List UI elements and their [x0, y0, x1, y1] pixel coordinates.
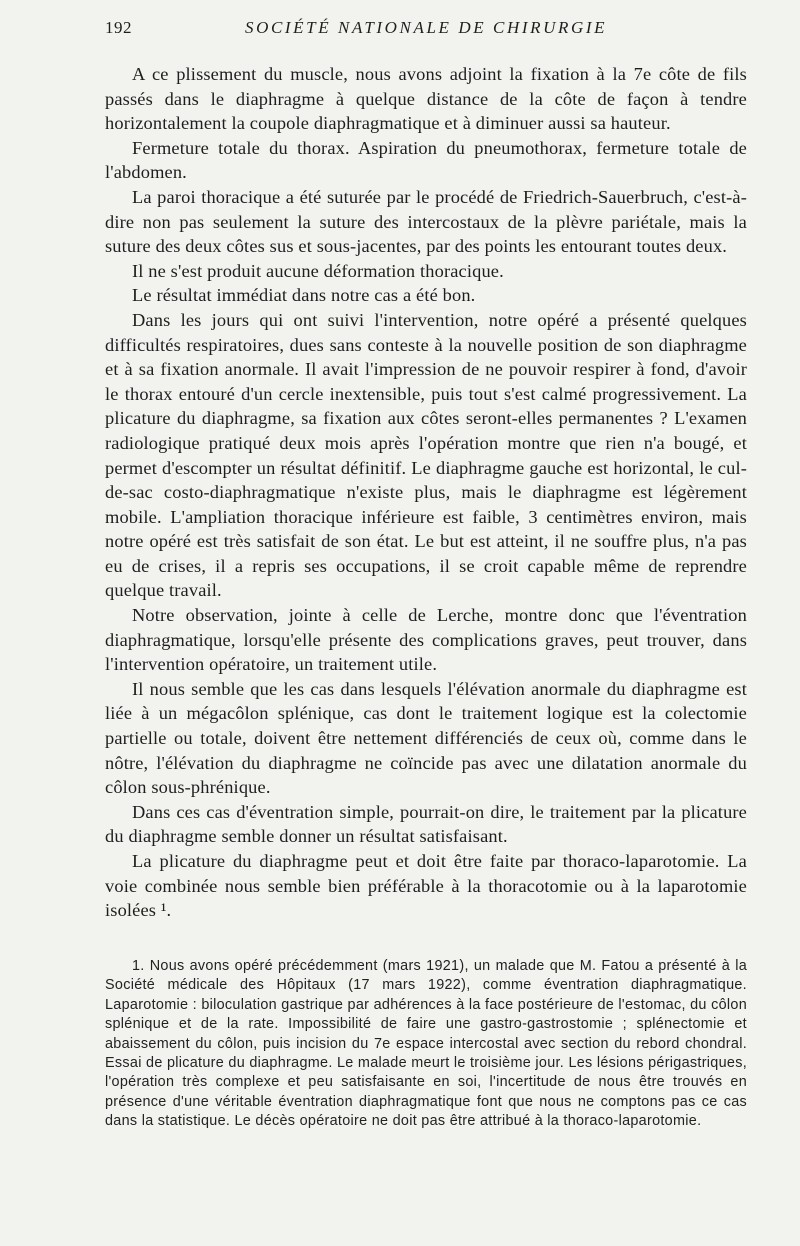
page-number: 192: [105, 18, 132, 37]
paragraph: La plicature du diaphragme peut et doit être faite par thoraco-laparotomie. La voie combinée nous semble bien préférable à la thoracotomie ou à la laparotomie isolées ¹.: [105, 851, 747, 921]
paragraph: Fermeture totale du thorax. Aspiration du pneumothorax, fermeture totale de l'abdomen.: [105, 137, 747, 183]
footnote: [105, 957, 747, 1132]
page-header: [105, 18, 745, 44]
paragraph: Il ne s'est produit aucune déformation thoracique.: [132, 260, 504, 281]
paragraph: Notre observation, jointe à celle de Lerche, montre donc que l'éventration diaphragmatique, lorsqu'elle présente des complications graves, peut trouver, dans l'intervention opératoire, un traitement utile.: [105, 605, 747, 675]
paragraph: A ce plissement du muscle, nous avons adjoint la fixation à la 7e côte de fils passés dans le diaphragme à quelque distance de la côte de façon à tendre horizontalement la coupole diaphragmatique et à diminuer aussi sa hauteur.: [105, 64, 747, 134]
body-text: [105, 62, 747, 923]
paragraph: Dans les jours qui ont suivi l'intervention, notre opéré a présenté quelques difficultés respiratoires, dues sans conteste à la nouvelle position de son diaphragme et à sa fixation anormale. Il avait l'impression de ne pouvoir respirer à fond, d'avoir le thorax entouré d'un cercle inextensible, puis tout s'est calmé progressivement. La plicature du diaphragme, sa fixation aux côtes seront-elles permanentes ? L'examen radiologique pratiqué deux mois après l'opération montre que rien n'a bougé, et permet d'escompter un résultat définitif. Le diaphragme gauche est horizontal, le cul-de-sac costo-diaphragmatique n'existe plus, mais le diaphragme est légèrement mobile. L'ampliation thoracique inférieure est faible, 3 centimètres environ, mais notre opéré est très satisfait de son état. Le but est atteint, il ne souffre plus, n'a pas eu de crises, il a repris ses occupations, il se croit capable même de reprendre quelque travail.: [105, 309, 747, 601]
paragraph: Le résultat immédiat dans notre cas a été bon.: [132, 285, 476, 306]
paragraph: Il nous semble que les cas dans lesquels l'élévation anormale du diaphragme est liée à un mégacôlon splénique, cas dont le traitement logique est la colectomie partielle ou totale, doivent être nettement différenciés de ceux où, comme dans le nôtre, l'élévation du diaphragme ne coïncide pas avec une dilatation anormale du côlon sous-phrénique.: [105, 678, 747, 798]
footnote-text: 1. Nous avons opéré précédemment (mars 1921), un malade que M. Fatou a présenté à la Société médicale des Hôpitaux (17 mars 1922), comme éventration diaphragmatique. Laparotomie : biloculation gastrique par adhérences à la face postérieure de l'estomac, du côlon splénique et de la rate. Impossibilité de faire une gastro-gastrostomie ; splénectomie et abaissement du côlon, puis incision du 7e espace intercostal avec section du rebord chondral. Essai de plicature du diaphragme. Le malade meurt le troisième jour. Les lésions périgastriques, l'opération très complexe et peu satisfaisante en soi, l'incertitude de nous être trouvés en présence d'une véritable éventration diaphragmatique font que nous ne comptons pas ce cas dans la statistique. Le décès opératoire ne doit pas être attribué à la thoraco-laparotomie.: [105, 958, 747, 1130]
paragraph: Dans ces cas d'éventration simple, pourrait-on dire, le traitement par la plicature du diaphragme semble donner un résultat satisfaisant.: [105, 801, 747, 847]
running-title: SOCIÉTÉ NATIONALE DE CHIRURGIE: [245, 18, 608, 37]
paragraph: La paroi thoracique a été suturée par le procédé de Friedrich-Sauerbruch, c'est-à-dire non pas seulement la suture des intercostaux de la plèvre pariétale, mais la suture des deux côtes sus et sous-jacentes, par des points les entourant toutes deux.: [105, 186, 747, 257]
